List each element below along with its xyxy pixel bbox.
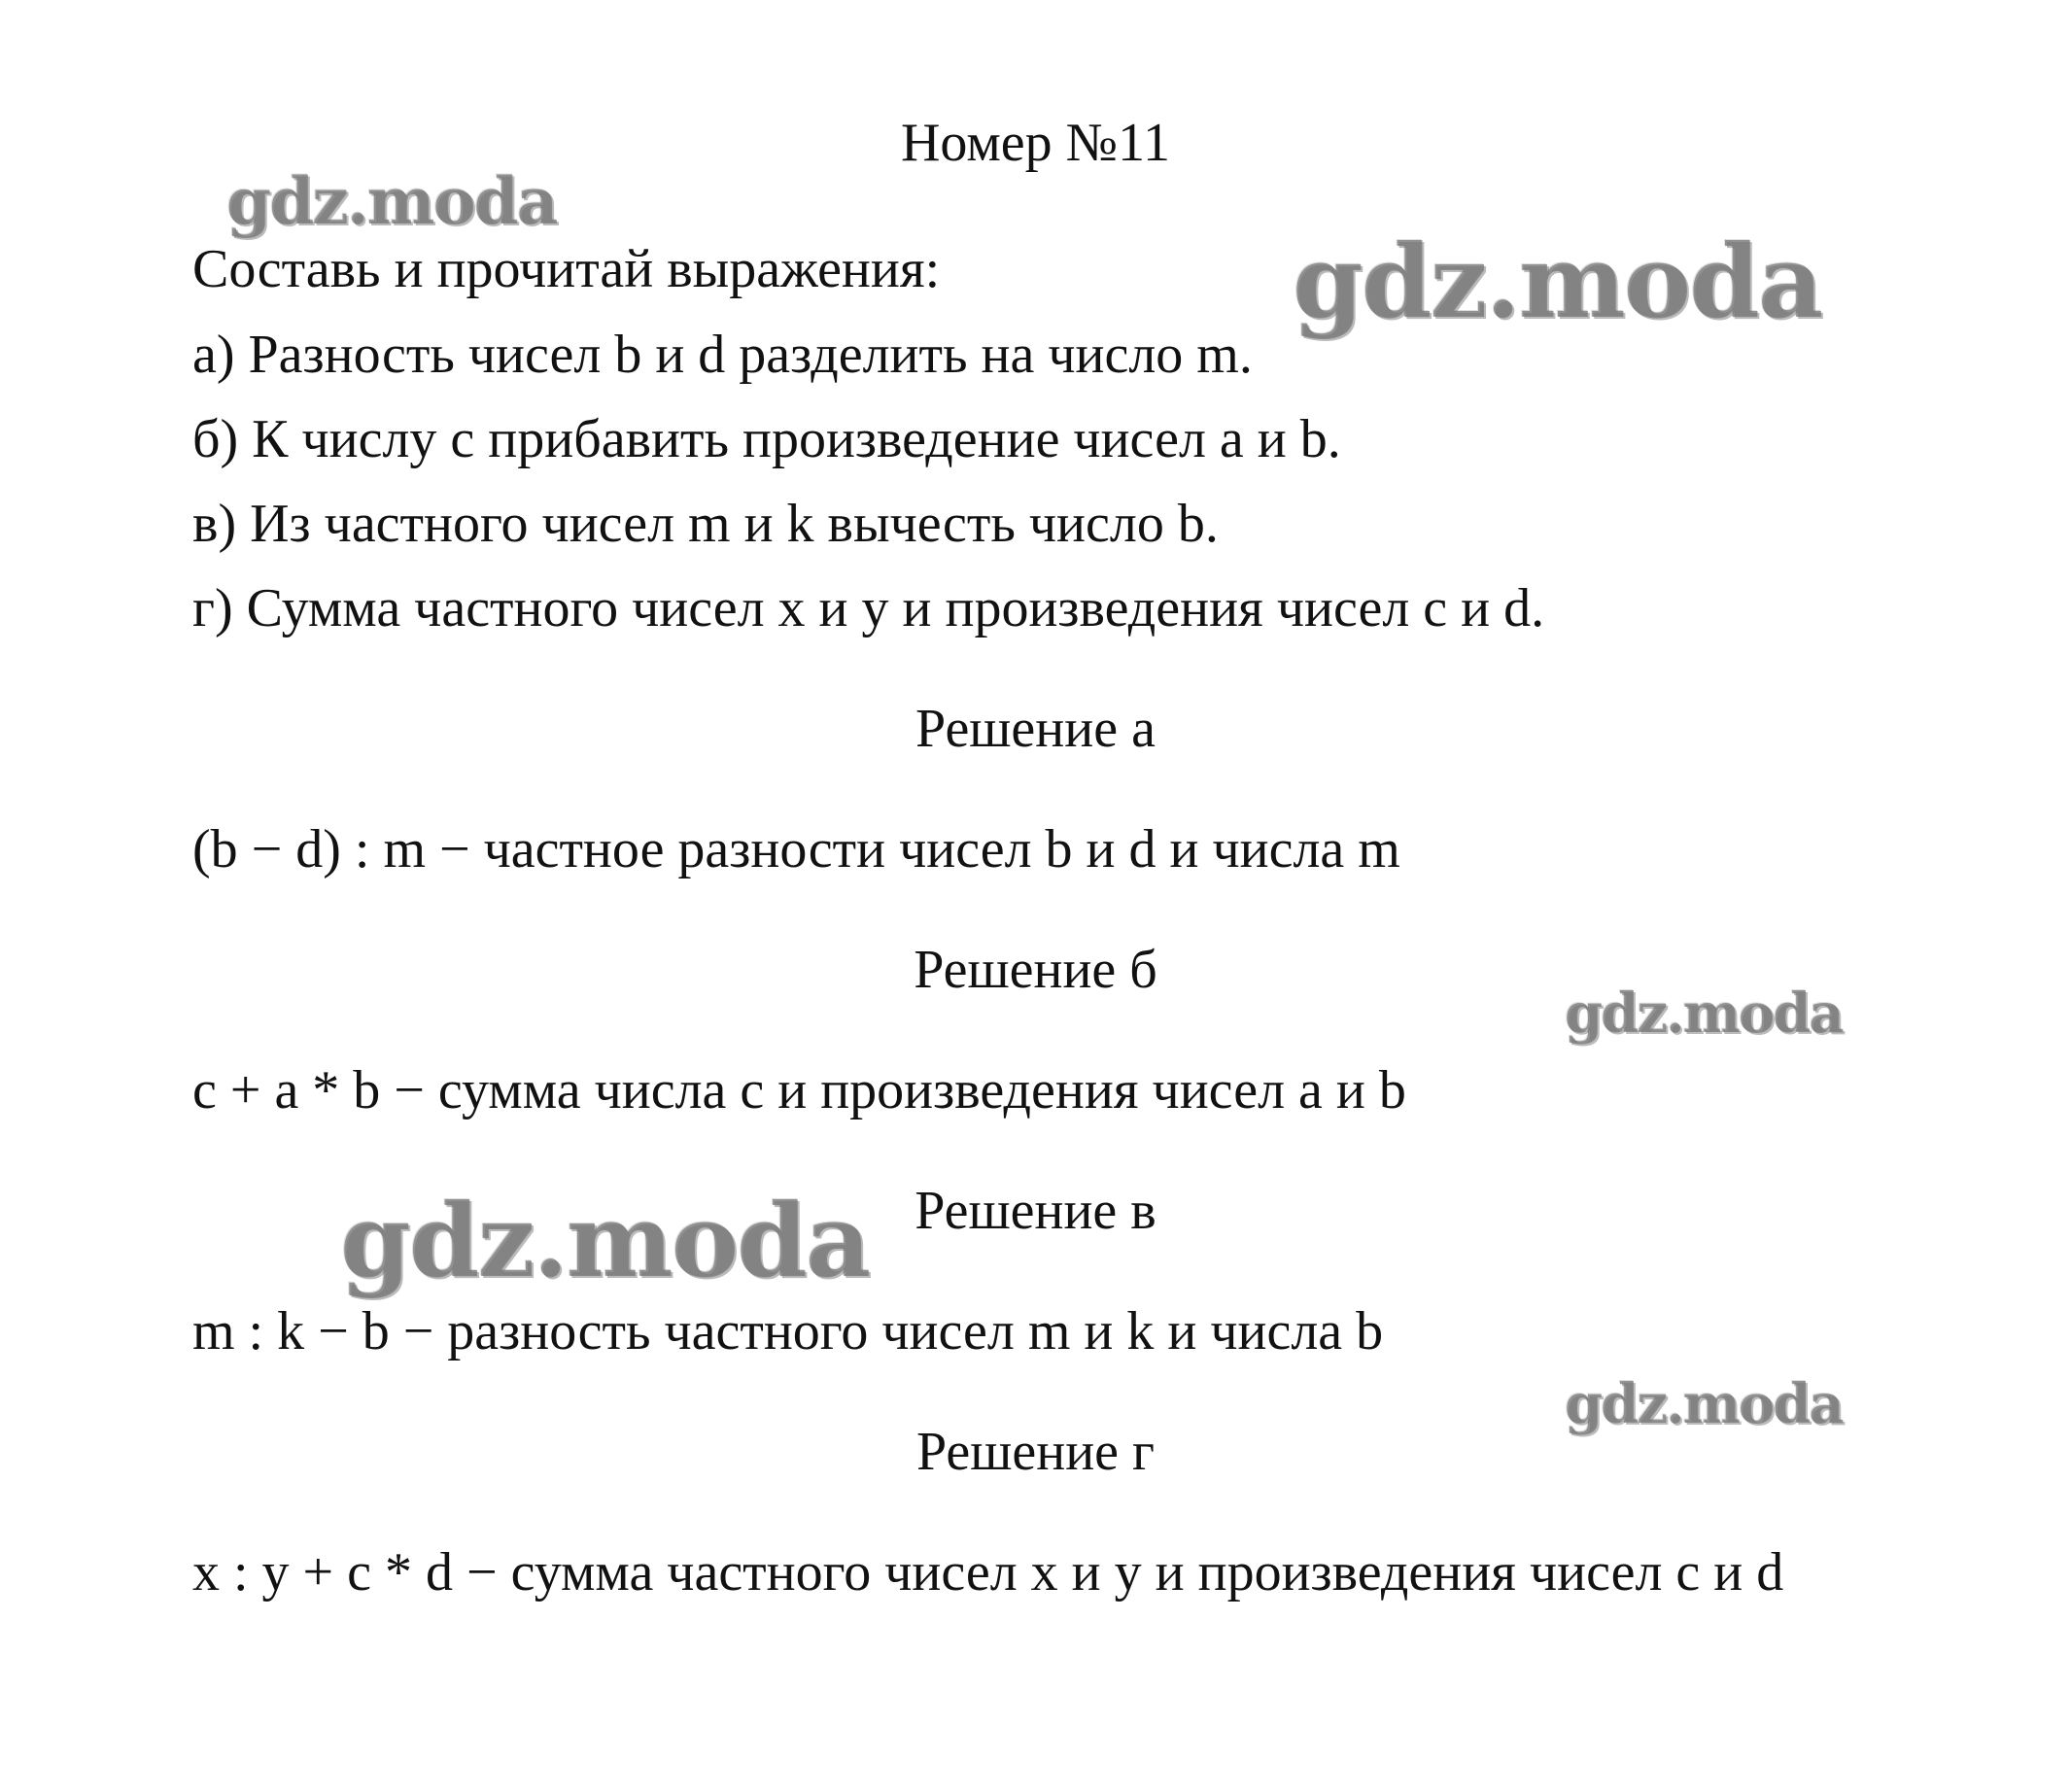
task-item-g: г) Сумма частного чисел x и y и произведения чисел c и d. bbox=[192, 578, 1545, 638]
page-title: Номер №11 bbox=[900, 113, 1171, 173]
solution-text-b: c + a * b − сумма числа с и произведения чисел a и b bbox=[192, 1060, 1406, 1120]
task-prompt: Составь и прочитай выражения: bbox=[192, 239, 941, 299]
task-item-a: а) Разность чисел b и d разделить на число m. bbox=[192, 325, 1253, 385]
solution-text-a: (b − d) : m − частное разности чисел b и d и числа m bbox=[192, 819, 1400, 879]
watermark-logo: gdz.moda bbox=[226, 163, 557, 239]
solution-text-v: m : k − b − разность частного чисел m и k и числа b bbox=[192, 1301, 1384, 1361]
watermark-logo: gdz.moda bbox=[1293, 222, 1822, 341]
watermark-logo: gdz.moda bbox=[1565, 1372, 1843, 1436]
solution-heading-v: Решение в bbox=[915, 1181, 1156, 1241]
watermark-logo: gdz.moda bbox=[1565, 982, 1843, 1046]
watermark-logo: gdz.moda bbox=[340, 1181, 870, 1300]
solution-text-g: x : y + c * d − сумма частного чисел x и y и произведения чисел c и d bbox=[192, 1542, 1784, 1602]
task-item-v: в) Из частного чисел m и k вычесть число b. bbox=[192, 494, 1219, 554]
solution-heading-b: Решение б bbox=[914, 940, 1157, 1000]
solution-heading-a: Решение а bbox=[915, 699, 1156, 759]
task-item-b: б) К числу с прибавить произведение чисел a и b. bbox=[192, 409, 1341, 469]
solution-heading-g: Решение г bbox=[916, 1422, 1155, 1482]
